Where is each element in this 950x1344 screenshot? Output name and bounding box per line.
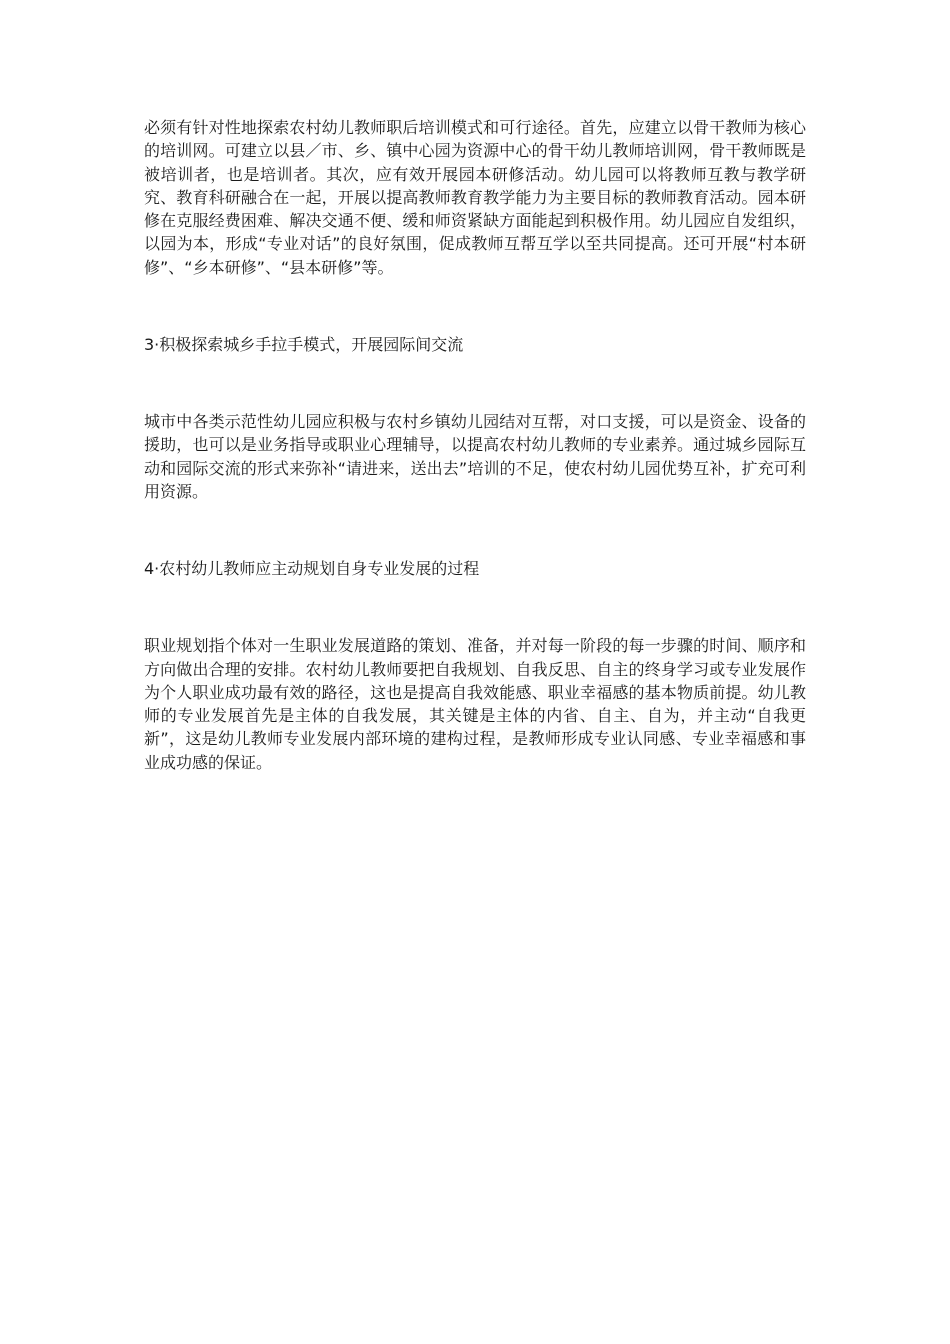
paragraph-training-models: 必须有针对性地探索农村幼儿教师职后培训模式和可行途径。首先，应建立以骨干教师为核心的培训网。可建立以县／市、乡、镇中心园为资源中心的骨干幼儿教师培训网，骨干教师既是被培训者，也是培训者。其次，应有效开展园本研修活动。幼儿园可以将教师互教与教学研究、教育科研融合在一起，开展以提高教师教育教学能力为主要目标的教师教育活动。园本研修在克服经费困难、解决交通不便、缓和师资紧缺方面能起到积极作用。幼儿园应自发组织，以园为本，形成“专业对话”的良好氛围，促成教师互帮互学以至共同提高。还可开展“村本研修”、“乡本研修”、“县本研修”等。 — [144, 118, 806, 277]
document-body — [144, 116, 806, 774]
paragraph-urban-rural-exchange: 城市中各类示范性幼儿园应积极与农村乡镇幼儿园结对互帮，对口支援，可以是资金、设备的援助，也可以是业务指导或职业心理辅导，以提高农村幼儿教师的专业素养。通过城乡园际互动和园际交流的形式来弥补“请进来，送出去”培训的不足，使农村幼儿园优势互补，扩充可利用资源。 — [144, 412, 806, 501]
section-heading-3: 3·积极探索城乡手拉手模式，开展园际间交流 — [144, 335, 464, 355]
paragraph-career-planning: 职业规划指个体对一生职业发展道路的策划、准备，并对每一阶段的每一步骤的时间、顺序和方向做出合理的安排。农村幼儿教师要把自我规划、自我反思、自主的终身学习或专业发展作为个人职业成功最有效的路径，这也是提高自我效能感、职业幸福感的基本物质前提。幼儿教师的专业发展首先是主体的自我发展，其关键是主体的内省、自主、自为，并主动“自我更新”，这是幼儿教师专业发展内部环境的建构过程，是教师形成专业认同感、专业幸福感和事业成功感的保证。 — [144, 636, 806, 772]
section-heading-4: 4·农村幼儿教师应主动规划自身专业发展的过程 — [144, 559, 480, 579]
